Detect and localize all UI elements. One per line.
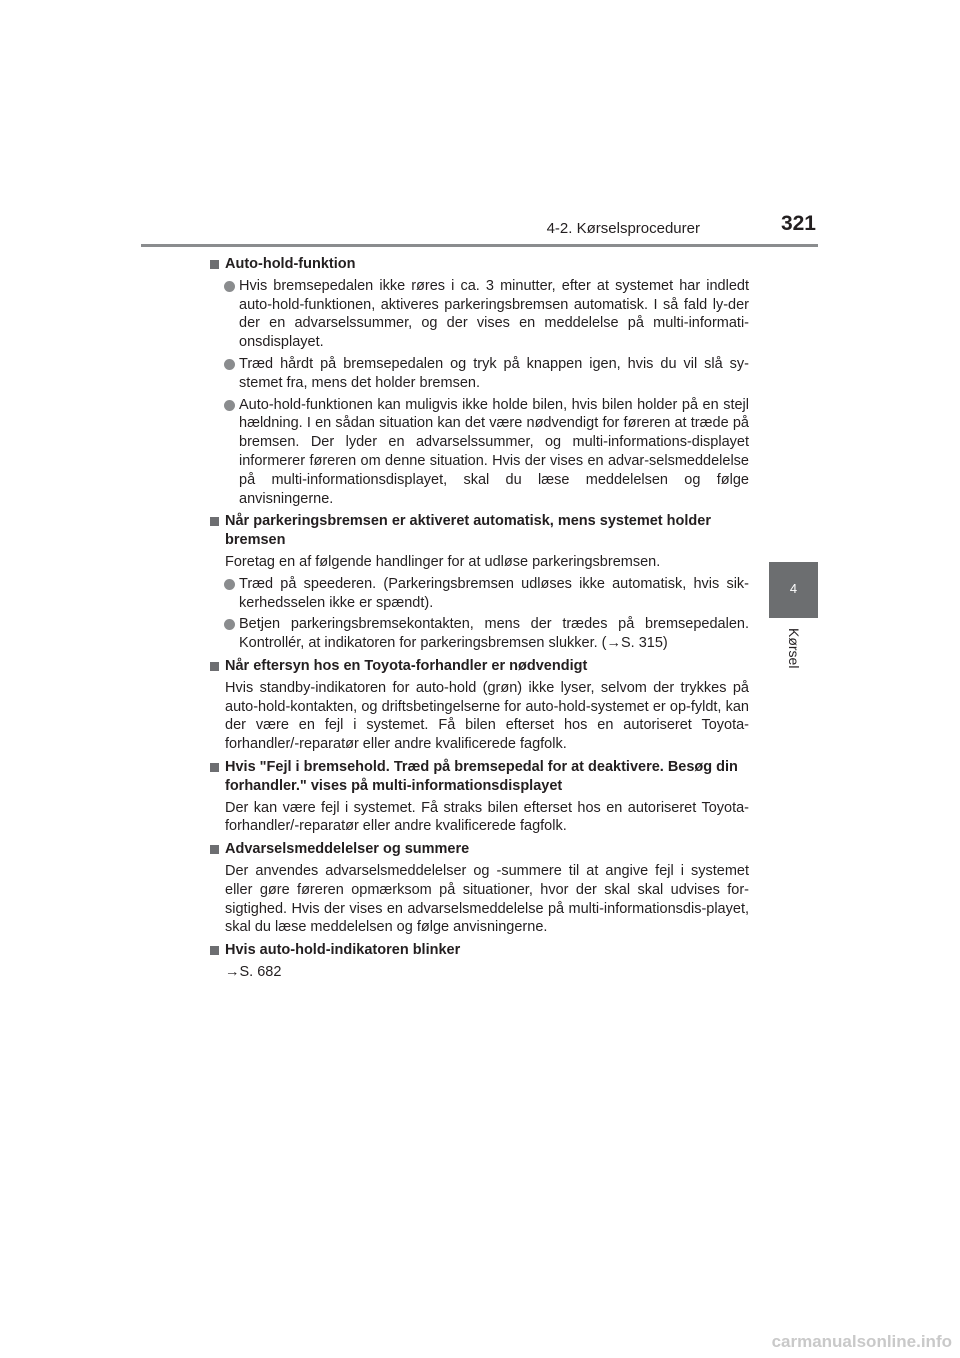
square-bullet-icon xyxy=(210,763,219,772)
section-heading: Advarselsmeddelelser og summere xyxy=(209,840,749,859)
circle-bullet-icon xyxy=(224,579,235,590)
circle-bullet-icon xyxy=(224,281,235,292)
square-bullet-icon xyxy=(210,662,219,671)
page-reference-link[interactable]: →S. 682 xyxy=(225,963,282,980)
list-item: Auto-hold-funktionen kan muligvis ikke holde bilen, hvis bilen holder på en stejl hældning. I en sådan situation kan det være nødvendigt for føreren at træde på bremsen. Der lyder en advarselssummer, og multi-informations-displayet informerer føreren om denne situation. Hvis der vises en advar-selsmeddelelse på multi-informationsdisplayet, skal du læse meddelelsen og følge anvisningerne. xyxy=(209,396,749,509)
section-heading: Auto-hold-funktion xyxy=(209,255,749,274)
section-service xyxy=(209,657,749,754)
section-paragraph: Der kan være fejl i systemet. Få straks bilen efterset hos en autoriseret Toyota-forhandler/-reparatør eller andre kvalificerede fagfolk. xyxy=(225,799,749,835)
circle-bullet-icon xyxy=(224,619,235,630)
list-item: Træd på speederen. (Parkeringsbremsen udløses ikke automatisk, hvis sik-kerhedsselen ikke er spændt). xyxy=(209,575,749,613)
watermark: carmanualsonline.info xyxy=(771,1332,952,1351)
chapter-number: 4 xyxy=(789,581,798,596)
page-header xyxy=(141,0,818,246)
section-heading: Hvis auto-hold-indikatoren blinker xyxy=(209,941,749,960)
circle-bullet-icon xyxy=(224,400,235,411)
square-bullet-icon xyxy=(210,260,219,269)
section-paragraph: Der anvendes advarselsmeddelelser og -summere til at angive fejl i systemet eller gøre føreren opmærksom på situationer, hvor der skal skal udvises for-sigtighed. Hvis der vises en advarselsmeddelelse på multi-informationsdis-playet, skal du læse meddelelsen og følge anvisningerne. xyxy=(225,862,749,936)
page-number: 321 xyxy=(780,212,816,235)
section-indicator-blinks xyxy=(209,941,749,982)
section-auto-hold xyxy=(209,255,749,508)
circle-bullet-icon xyxy=(224,359,235,370)
section-heading: Når parkeringsbremsen er aktiveret automatisk, mens systemet holder bremsen xyxy=(209,512,749,550)
page-content xyxy=(209,255,749,986)
section-warnings xyxy=(209,840,749,937)
header-rule xyxy=(141,244,818,247)
chapter-label: Kørsel xyxy=(786,628,802,669)
list-item: Hvis bremsepedalen ikke røres i ca. 3 minutter, efter at systemet har indledt auto-hold-funktionen, aktiveres parkeringsbremsen automatisk. I så fald ly-der der en advarselssummer, og der vises en meddelelse på multi-informati-onsdisplayet. xyxy=(209,277,749,352)
chapter-tab xyxy=(769,562,818,618)
square-bullet-icon xyxy=(210,845,219,854)
section-parking-brake xyxy=(209,512,749,653)
section-paragraph: Hvis standby-indikatoren for auto-hold (grøn) ikke lyser, selvom der trykkes på auto-hold-kontakten, og driftsbetingelserne for auto-hold-systemet er op-fyldt, kan der være en fejl i systemet. Få bilen efterset hos en autoriseret Toyota-forhandler/-reparatør eller andre kvalificerede fagfolk. xyxy=(225,679,749,753)
list-item: Betjen parkeringsbremsekontakten, mens der trædes på bremsepedalen. Kontrollér, at indikatoren for parkeringsbremsen slukker. (→S. 315) xyxy=(209,615,749,653)
section-heading: Når eftersyn hos en Toyota-forhandler er nødvendigt xyxy=(209,657,749,676)
section-paragraph: Foretag en af følgende handlinger for at udløse parkeringsbremsen. xyxy=(225,553,661,570)
list-item: Træd hårdt på bremsepedalen og tryk på knappen igen, hvis du vil slå sy-stemet fra, mens det holder bremsen. xyxy=(209,355,749,393)
section-heading: Hvis "Fejl i bremsehold. Træd på bremsepedal for at deaktivere. Besøg din forhandler." vises på multi-informationsdisplayet xyxy=(209,758,749,796)
section-title: 4-2. Kørselsprocedurer xyxy=(546,220,700,237)
section-error-message xyxy=(209,758,749,836)
square-bullet-icon xyxy=(210,517,219,526)
square-bullet-icon xyxy=(210,946,219,955)
